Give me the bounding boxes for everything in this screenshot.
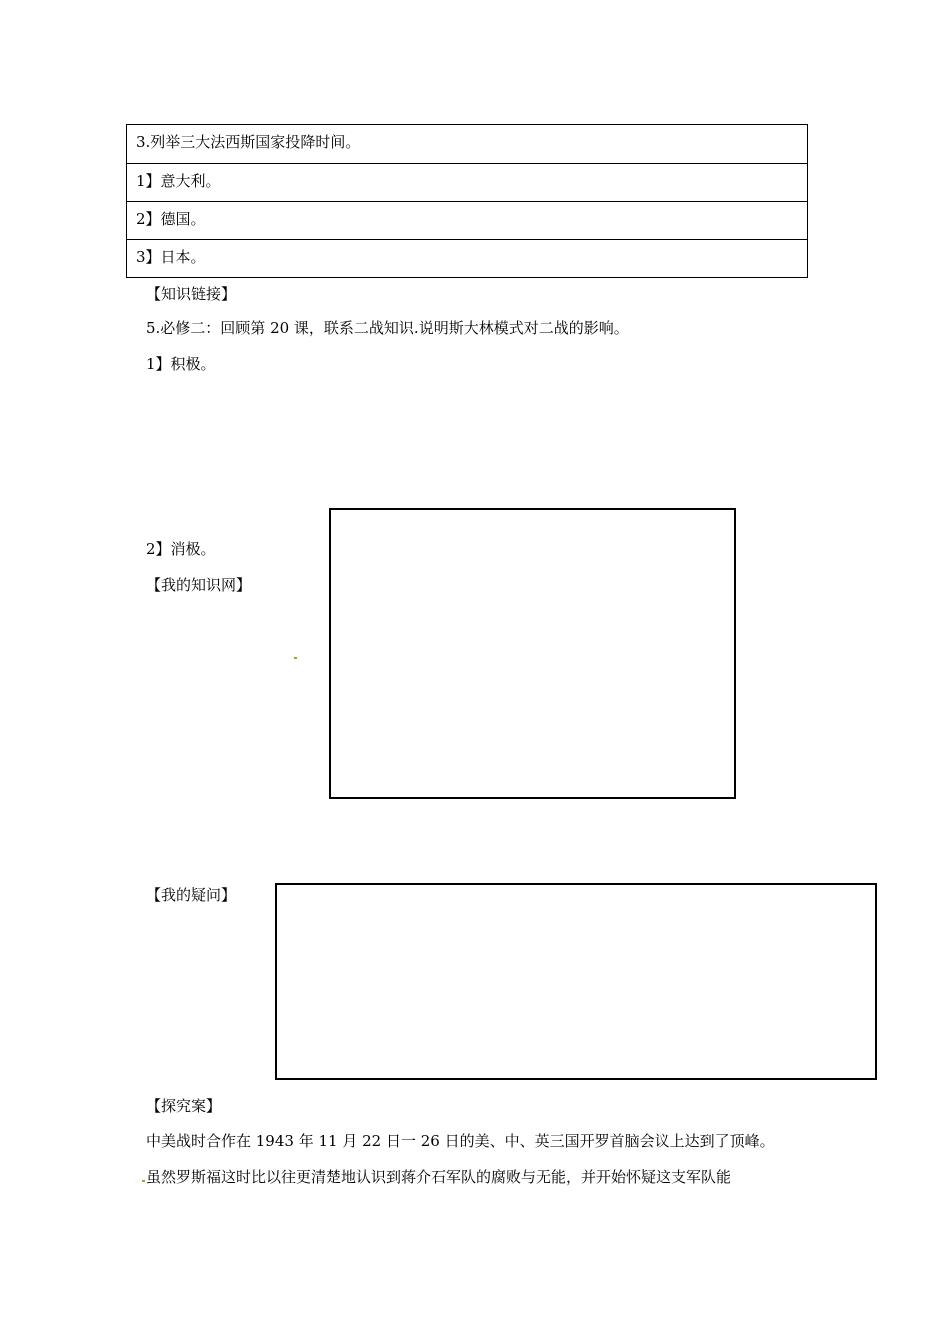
knowledge-link-heading: 【知识链接】	[146, 285, 237, 303]
table-row-germany: 2】德国。	[127, 201, 807, 239]
my-questions-box	[275, 883, 877, 1080]
table-row-japan: 3】日本。	[127, 239, 807, 277]
inquiry-line-2: 虽然罗斯福这时比以往更清楚地认识到蒋介石军队的腐败与无能，并开始怀疑这支军队能	[146, 1168, 732, 1186]
table-row-header: 3.列举三大法西斯国家投降时间。	[136, 133, 361, 151]
my-questions-heading: 【我的疑问】	[146, 886, 237, 904]
question-table	[126, 124, 808, 278]
knowledge-link-question: 5.必修二：回顾第 20 课，联系二战知识.说明斯大林模式对二战的影响。	[146, 319, 629, 337]
knowledge-net-box	[329, 508, 736, 799]
knowledge-net-heading: 【我的知识网】	[146, 576, 252, 594]
stray-mark-2	[142, 1180, 145, 1182]
negative-label: 2】消极。	[146, 540, 216, 558]
table-row-italy: 1】意大利。	[127, 163, 807, 201]
positive-label: 1】积极。	[146, 355, 216, 373]
stray-mark	[294, 657, 297, 659]
inquiry-line-1: 中美战时合作在 1943 年 11 月 22 日一 26 日的美、中、英三国开罗首脑会议上达到了顶峰。	[146, 1132, 775, 1150]
inquiry-heading: 【探究案】	[146, 1097, 222, 1115]
